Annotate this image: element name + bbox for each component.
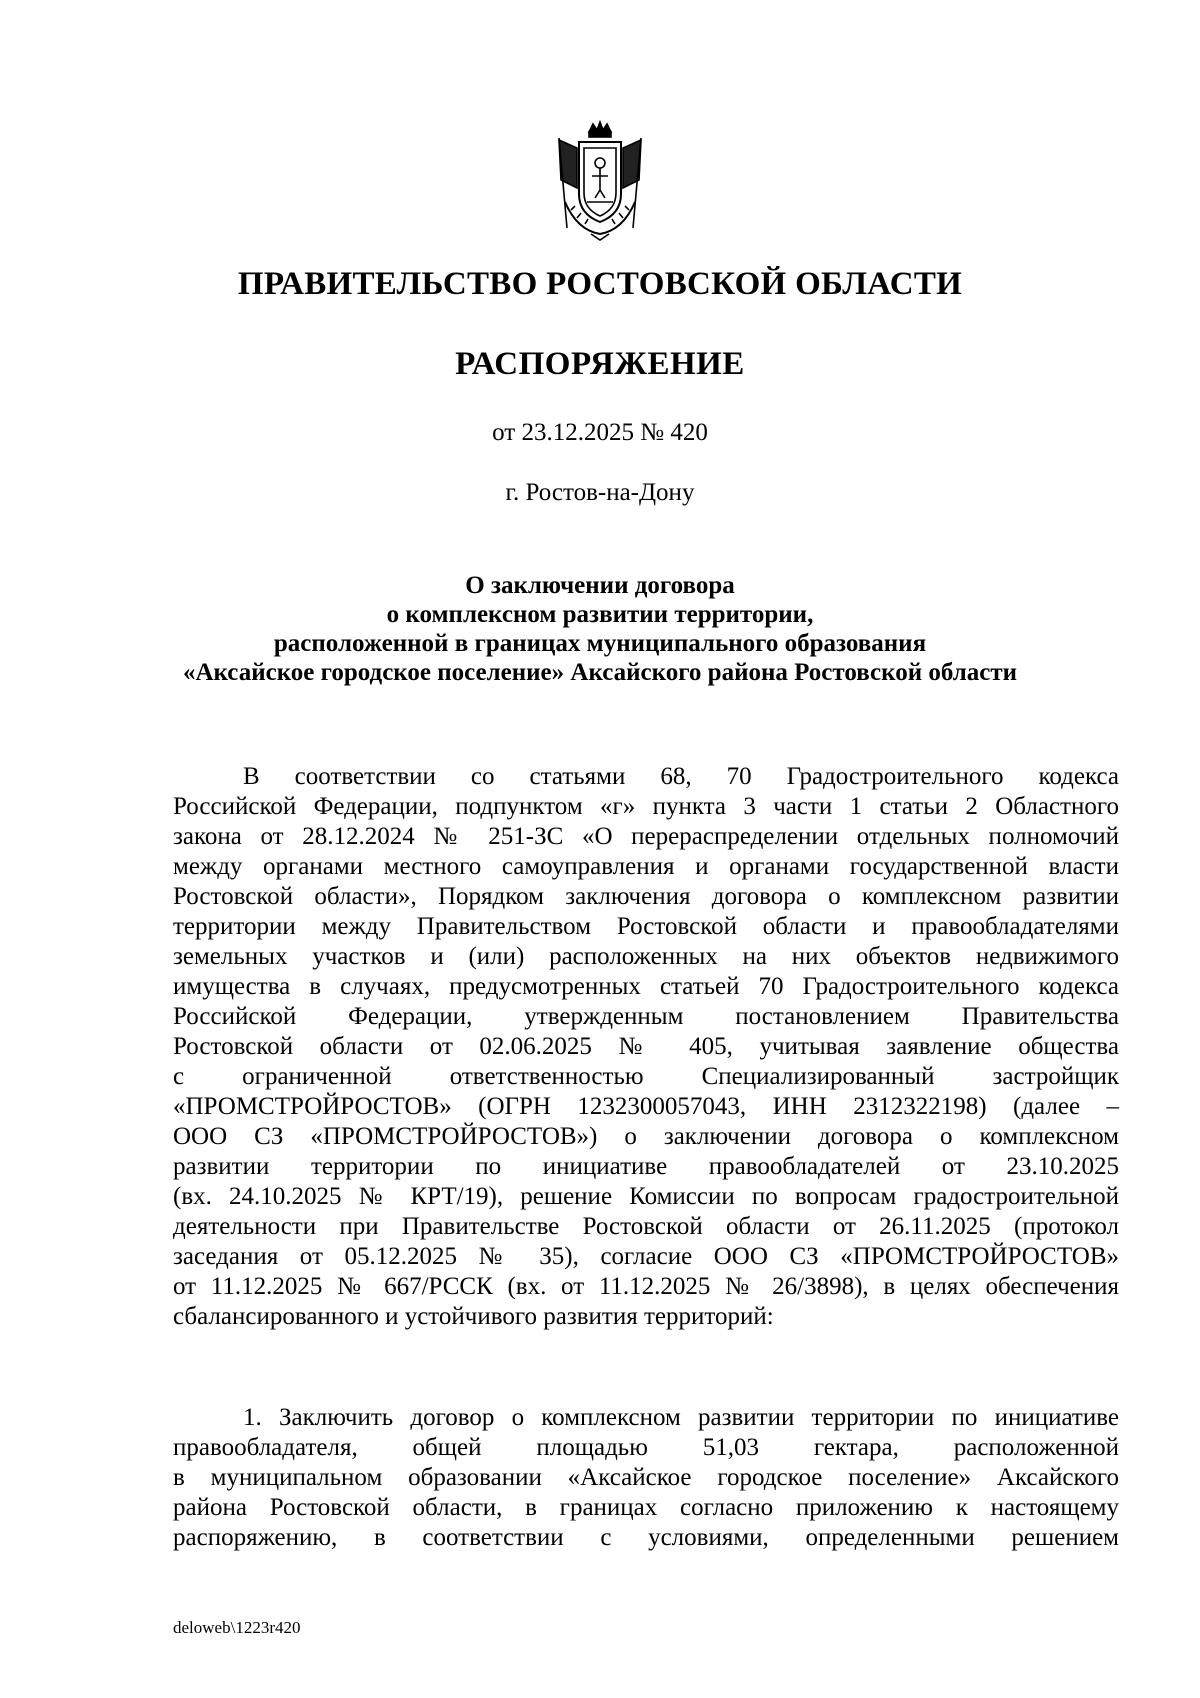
government-title: ПРАВИТЕЛЬСТВО РОСТОВСКОЙ ОБЛАСТИ [237, 266, 963, 302]
item-1-paragraph [173, 1403, 1119, 1553]
text-line: между органами местного самоуправления и органами государственной власти [173, 853, 1119, 880]
text-line: заседания от 05.12.2025 № 35), согласие ООО СЗ «ПРОМСТРОЙРОСТОВ» [173, 1243, 1119, 1270]
text-line: в муниципальном образовании «Аксайское городское поселение» Аксайского [173, 1464, 1119, 1491]
text-line: Ростовской области», Порядком заключения договора о комплексном развитии [173, 883, 1119, 910]
text-line: «ПРОМСТРОЙРОСТОВ» (ОГРН 1232300057043, ИНН 2312322198) (далее – [173, 1093, 1119, 1120]
text-line: развитии территории по инициативе правообладателей от 23.10.2025 [173, 1153, 1119, 1180]
text-line: земельных участков и (или) расположенных на них объектов недвижимого [173, 943, 1119, 970]
document-type: РАСПОРЯЖЕНИЕ [455, 346, 745, 382]
text-line: сбалансированного и устойчивого развития территорий: [173, 1303, 774, 1330]
text-line: Ростовской области от 02.06.2025 № 405, учитывая заявление общества [173, 1033, 1119, 1060]
subject-line: расположенной в границах муниципального образования [273, 630, 927, 657]
text-line: ООО СЗ «ПРОМСТРОЙРОСТОВ») о заключении договора о комплексном [173, 1123, 1119, 1150]
text-line: деятельности при Правительстве Ростовской области от 26.11.2025 (протокол [173, 1213, 1119, 1240]
text-line: В соответствии со статьями 68, 70 Градостроительного кодекса [243, 763, 1119, 790]
text-line: (вх. 24.10.2025 № КРТ/19), решение Комиссии по вопросам градостроительной [173, 1183, 1119, 1210]
subject-line: о комплексном развитии территории, [386, 601, 814, 628]
text-line: распоряжению, в соответствии с условиями, определенными решением [173, 1524, 1119, 1551]
text-line: от 11.12.2025 № 667/РССК (вх. от 11.12.2025 № 26/3898), в целях обеспечения [173, 1273, 1119, 1300]
text-line: имущества в случаях, предусмотренных статьей 70 Градостроительного кодекса [173, 973, 1119, 1000]
document-subject [150, 571, 1050, 687]
document-date-number: от 23.12.2025 № 420 [492, 419, 708, 446]
subject-line: О заключении договора [465, 572, 735, 599]
text-line: Российской Федерации, подпунктом «г» пункта 3 части 1 статьи 2 Областного [173, 793, 1119, 820]
text-line: Российской Федерации, утвержденным постановлением Правительства [173, 1003, 1119, 1030]
text-line: с ограниченной ответственностью Специализированный застройщик [173, 1063, 1119, 1090]
document-place: г. Ростов-на-Дону [505, 479, 695, 506]
text-line: района Ростовской области, в границах согласно приложению к настоящему [173, 1494, 1119, 1521]
preamble-paragraph [173, 762, 1119, 1332]
subject-line: «Аксайское городское поселение» Аксайского района Ростовской области [182, 659, 1018, 686]
file-code: deloweb\1223r420 [173, 1618, 301, 1637]
text-line: территории между Правительством Ростовской области и правообладателями [173, 913, 1119, 940]
text-line: 1. Заключить договор о комплексном развитии территории по инициативе [243, 1404, 1119, 1431]
text-line: закона от 28.12.2024 № 251-ЗС «О перераспределении отдельных полномочий [173, 823, 1119, 850]
coat-of-arms-icon [537, 118, 663, 244]
text-line: правообладателя, общей площадью 51,03 гектара, расположенной [173, 1434, 1119, 1461]
